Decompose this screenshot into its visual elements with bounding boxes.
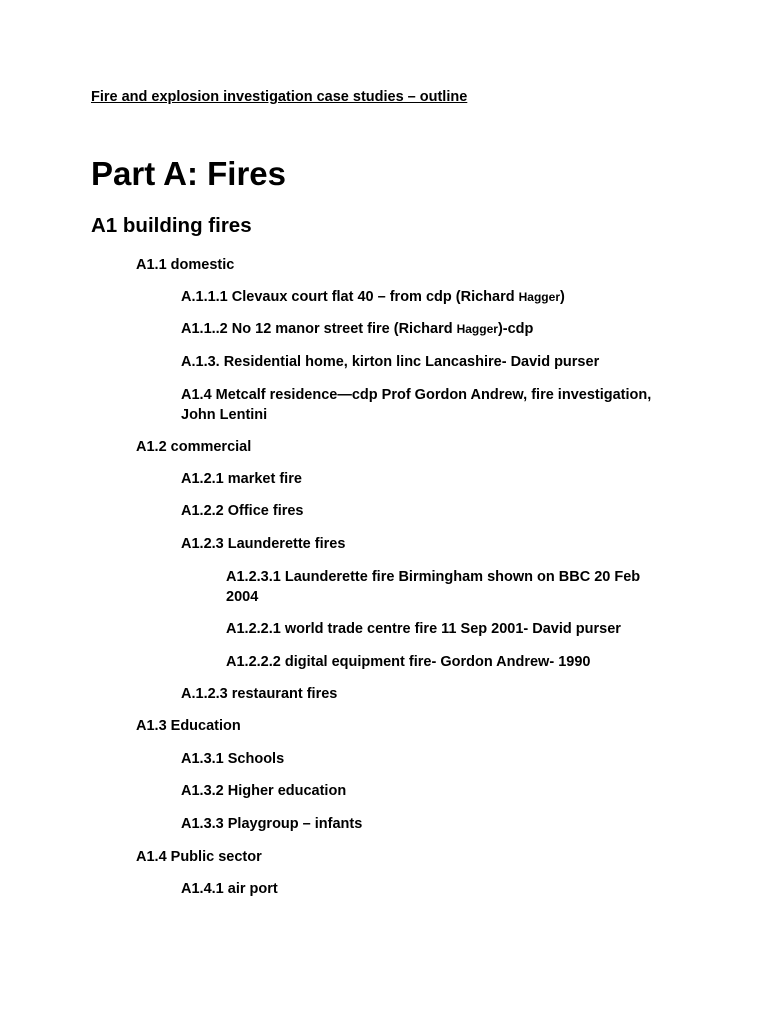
outline-item-a1-4 xyxy=(181,386,681,425)
outline-item-a1-4-1 xyxy=(181,880,681,900)
outline-item-text: A.1.1.1 Clevaux court flat 40 – from cdp (Richard xyxy=(181,289,519,305)
outline-item-small-text: Hagger xyxy=(456,322,498,336)
outline-item-text: A1.2.3 Launderette fires xyxy=(181,536,346,552)
outline-item-text: A1.2.2 Office fires xyxy=(181,503,304,519)
document-title: Fire and explosion investigation case studies – outline xyxy=(91,89,468,105)
outline-item-text: A1.2.2.1 world trade centre fire 11 Sep 2001- David purser xyxy=(226,621,621,637)
outline-item-a1-2 xyxy=(136,438,726,458)
outline-item-a1-3 xyxy=(181,353,681,373)
outline-item-text: A1.2.3.1 Launderette fire Birmingham shown on BBC 20 Feb 2004 xyxy=(226,569,641,605)
outline-item-text: A1.2 commercial xyxy=(136,439,252,455)
outline-item-a1-1 xyxy=(136,256,726,276)
outline-item-a1-2-3-1 xyxy=(226,568,676,607)
part-heading: Part A: Fires xyxy=(91,155,287,192)
outline-item-text: A1.3.2 Higher education xyxy=(181,783,347,799)
outline-item-text: A1.1 domestic xyxy=(136,257,235,273)
outline-item-text: A.1.3. Residential home, kirton linc Lancashire- David purser xyxy=(181,354,600,370)
outline-item-a1-1-1 xyxy=(181,288,681,308)
outline-item-small-text: Hagger xyxy=(518,290,560,304)
outline-item-a1-3-1 xyxy=(181,750,681,770)
outline-item-a1-2-2 xyxy=(181,502,681,522)
outline-item-a1-2-3-restaurant xyxy=(181,685,681,705)
outline-item-text: A1.3.3 Playgroup – infants xyxy=(181,816,363,832)
outline-item-text: A1.2.1 market fire xyxy=(181,471,302,487)
outline-item-text: A1.4.1 air port xyxy=(181,881,278,897)
outline-item-a1-3-2 xyxy=(181,782,681,802)
outline-item-a1-2-2-1 xyxy=(226,620,676,640)
outline-item-tail: ) xyxy=(559,289,565,305)
outline-item-text: A1.4 Public sector xyxy=(136,849,262,865)
outline-item-text: A1.3 Education xyxy=(136,718,241,734)
outline-item-text: A.1.2.3 restaurant fires xyxy=(181,686,338,702)
outline-item-text: A1.2.2.2 digital equipment fire- Gordon Andrew- 1990 xyxy=(226,654,591,670)
outline-item-a1-3 xyxy=(136,717,726,737)
outline-item-a1-4-public xyxy=(136,848,726,868)
outline-item-text: A1.3.1 Schools xyxy=(181,751,285,767)
outline-item-a1-2-1 xyxy=(181,470,681,490)
outline-item-a1-2-3 xyxy=(181,535,681,555)
outline-item-a1-2-2-2 xyxy=(226,653,676,673)
outline-item-tail: )-cdp xyxy=(497,321,534,337)
section-heading: A1 building fires xyxy=(91,214,252,237)
outline-item-a1-3-3 xyxy=(181,815,681,835)
outline-item-text: A1.4 Metcalf residence—cdp Prof Gordon Andrew, fire investigation, John Lentini xyxy=(181,387,652,423)
outline-item-text: A1.1..2 No 12 manor street fire (Richard xyxy=(181,321,457,337)
outline-item-a1-1-2 xyxy=(181,320,681,340)
